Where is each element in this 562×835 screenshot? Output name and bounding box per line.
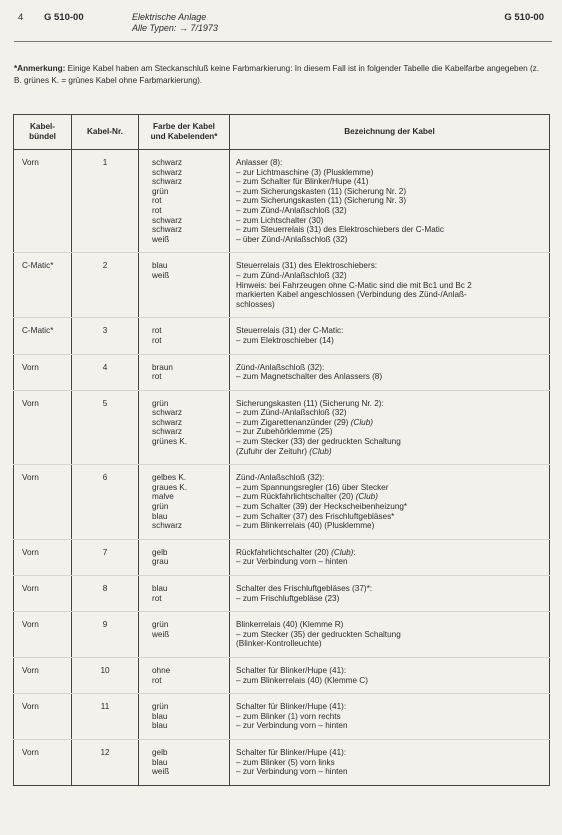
- color-line: grün: [152, 702, 169, 712]
- color-line: rot: [152, 593, 162, 603]
- club-marker: (Club): [309, 446, 332, 456]
- cell-description: [230, 576, 550, 612]
- cell-description: [230, 465, 550, 540]
- cell-colors: [139, 694, 230, 740]
- description-line: markierten Kabel angeschlossen (Verbindung des Zünd-/Anlaß-: [236, 290, 467, 300]
- cell-description: [230, 657, 550, 693]
- color-line: blau: [152, 511, 168, 521]
- color-line: weiß: [152, 234, 170, 244]
- table-row: [14, 150, 550, 253]
- table-row: [14, 657, 550, 693]
- description-line: Sicherungskasten (11) (Sicherung Nr. 2):: [236, 398, 384, 408]
- table-row: [14, 539, 550, 575]
- table-row: [14, 694, 550, 740]
- description-line: (Blinker-Kontrolleuchte): [236, 639, 322, 649]
- color-line: grün: [152, 398, 169, 408]
- description-line: – zum Blinker (1) vorn rechts: [236, 711, 341, 721]
- table-row: [14, 253, 550, 318]
- description-line: – zum Steuerrelais (31) des Elektroschiebers der C-Matic: [236, 225, 444, 235]
- header-colors: [139, 115, 230, 150]
- cell-colors: [139, 539, 230, 575]
- description-line: – zum Spannungsregler (16) über Stecker: [236, 482, 389, 492]
- color-line: gelbes K.: [152, 473, 187, 483]
- cell-number: 8: [72, 576, 139, 612]
- color-line: rot: [152, 196, 162, 206]
- cell-bundle: C-Matic*: [14, 253, 72, 318]
- cable-table: [13, 114, 550, 786]
- color-line: weiß: [152, 767, 170, 777]
- cell-description: [230, 150, 550, 253]
- color-line: gelb: [152, 547, 168, 557]
- cell-description: [230, 354, 550, 390]
- club-marker: (Club): [331, 547, 354, 557]
- color-line: grün: [152, 620, 169, 630]
- page-header: [0, 10, 562, 44]
- description-line: – zum Zünd-/Anlaßschloß (32): [236, 408, 347, 418]
- document-code-right: G 510-00: [504, 12, 544, 23]
- cell-colors: [139, 354, 230, 390]
- cell-colors: [139, 576, 230, 612]
- cell-number: 2: [72, 253, 139, 318]
- cell-number: 3: [72, 318, 139, 354]
- description-line: schlosses): [236, 299, 275, 309]
- description-line: – zum Schalter (39) der Heckscheibenheizung*: [236, 502, 408, 512]
- color-line: schwarz: [152, 225, 183, 235]
- description-line: Schalter für Blinker/Hupe (41):: [236, 702, 347, 712]
- description-line: – zum Zünd-/Anlaßschloß (32): [236, 205, 347, 215]
- cell-colors: [139, 657, 230, 693]
- color-line: grün: [152, 502, 169, 512]
- cell-description: [230, 253, 550, 318]
- cell-number: 10: [72, 657, 139, 693]
- color-line: grün: [152, 186, 169, 196]
- section-title-line: Elektrische Anlage: [132, 12, 207, 22]
- header-colors-line: Farbe der Kabel: [153, 122, 215, 131]
- description-line: – über Zünd-/Anlaßschloß (32): [236, 234, 348, 244]
- description-line: – zum Stecker (33) der gedruckten Schaltung: [236, 437, 401, 447]
- page-number: 4: [18, 12, 24, 23]
- color-line: blau: [152, 261, 168, 271]
- color-line: schwarz: [152, 158, 183, 167]
- color-line: rot: [152, 205, 162, 215]
- description-line: (Zufuhr der Zeituhr) (Club): [236, 446, 332, 456]
- cell-number: 9: [72, 612, 139, 658]
- header-bundle-line: bündel: [29, 132, 56, 141]
- description-line: – zum Zünd-/Anlaßschloß (32): [236, 270, 347, 280]
- cell-colors: [139, 390, 230, 465]
- description-line: Blinkerrelais (40) (Klemme R): [236, 620, 344, 630]
- cell-number: 12: [72, 739, 139, 785]
- cell-description: [230, 539, 550, 575]
- table-row: [14, 612, 550, 658]
- color-line: braun: [152, 362, 173, 372]
- description-line: – zum Magnetschalter des Anlassers (8): [236, 372, 383, 382]
- cell-colors: [139, 612, 230, 658]
- color-line: blau: [152, 721, 168, 731]
- description-line: – zur Verbindung vorn – hinten: [236, 721, 348, 731]
- header-bundle-line: Kabel-: [29, 122, 56, 131]
- cell-bundle: Vorn: [14, 150, 72, 253]
- cell-number: 7: [72, 539, 139, 575]
- description-line: – zum Sicherungskasten (11) (Sicherung Nr. 3): [236, 196, 407, 206]
- description-line: – zur Lichtmaschine (3) (Plusklemme): [236, 167, 374, 177]
- description-line: – zum Schalter für Blinker/Hupe (41): [236, 177, 369, 187]
- cell-colors: [139, 150, 230, 253]
- header-colors-line: und Kabelenden*: [150, 132, 218, 141]
- header-number: [72, 115, 139, 150]
- description-line: Steuerrelais (31) des Elektroschiebers:: [236, 261, 378, 271]
- color-line: rot: [152, 335, 162, 345]
- cell-bundle: Vorn: [14, 465, 72, 540]
- header-divider: [14, 41, 552, 42]
- table-row: [14, 390, 550, 465]
- description-line: – zum Sicherungskasten (11) (Sicherung Nr. 2): [236, 186, 407, 196]
- color-line: rot: [152, 675, 162, 685]
- description-line: Zünd-/Anlaßschloß (32):: [236, 362, 325, 372]
- cell-bundle: Vorn: [14, 390, 72, 465]
- club-marker: (Club): [350, 417, 373, 427]
- description-line: Hinweis: bei Fahrzeugen ohne C-Matic sind die mit Bc1 und Bc 2: [236, 280, 472, 290]
- table-header-row: [14, 115, 550, 150]
- header-bundle: [14, 115, 72, 150]
- color-line: schwarz: [152, 167, 183, 177]
- color-line: malve: [152, 492, 174, 502]
- cell-description: [230, 694, 550, 740]
- document-code-left: G 510-00: [44, 12, 84, 23]
- header-number-line: Kabel-Nr.: [87, 127, 123, 136]
- color-line: rot: [152, 372, 162, 382]
- cell-bundle: Vorn: [14, 612, 72, 658]
- cell-number: 6: [72, 465, 139, 540]
- color-line: ohne: [152, 665, 171, 675]
- description-line: – zum Stecker (35) der gedruckten Schaltung: [236, 629, 401, 639]
- section-subtitle-line: Alle Typen: → 7/1973: [132, 23, 218, 33]
- cell-bundle: Vorn: [14, 739, 72, 785]
- club-marker: (Club): [355, 492, 378, 502]
- cell-colors: [139, 253, 230, 318]
- description-line: – zum Blinkerrelais (40) (Klemme C): [236, 675, 368, 685]
- cell-description: [230, 612, 550, 658]
- cell-bundle: Vorn: [14, 694, 72, 740]
- color-line: schwarz: [152, 521, 183, 531]
- cell-bundle: C-Matic*: [14, 318, 72, 354]
- description-line: Rückfahrlichtschalter (20) (Club):: [236, 547, 356, 557]
- description-line: – zur Zubehörklemme (25): [236, 427, 333, 437]
- cell-colors: [139, 739, 230, 785]
- table-row: [14, 318, 550, 354]
- color-line: gelb: [152, 747, 168, 757]
- cell-description: [230, 318, 550, 354]
- cell-bundle: Vorn: [14, 576, 72, 612]
- color-line: blau: [152, 584, 168, 593]
- cell-number: 11: [72, 694, 139, 740]
- color-line: schwarz: [152, 427, 183, 437]
- cell-number: 4: [72, 354, 139, 390]
- cell-number: 1: [72, 150, 139, 253]
- description-line: – zum Schalter (37) des Frischluftgebläses*: [236, 511, 395, 521]
- cell-description: [230, 390, 550, 465]
- description-line: – zum Blinkerrelais (40) (Plusklemme): [236, 521, 375, 531]
- color-line: weiß: [152, 270, 170, 280]
- description-line: Zünd-/Anlaßschloß (32):: [236, 473, 325, 483]
- description-line: – zum Elektroschieber (14): [236, 335, 334, 345]
- description-line: Schalter für Blinker/Hupe (41):: [236, 747, 347, 757]
- color-line: grau: [152, 557, 169, 567]
- header-description: [230, 115, 550, 150]
- color-line: schwarz: [152, 408, 183, 418]
- note-text: Einige Kabel haben am Steckanschluß keine Farbmarkierung: In diesem Fall ist in folgender Tabelle die Kabelfarbe angegeben (z. B. grünes K. = grünes Kabel ohne Farbmarkierung).: [14, 64, 540, 85]
- color-line: blau: [152, 757, 168, 767]
- description-line: Anlasser (8):: [236, 158, 283, 167]
- cell-number: 5: [72, 390, 139, 465]
- table-row: [14, 739, 550, 785]
- color-line: blau: [152, 711, 168, 721]
- color-line: schwarz: [152, 215, 183, 225]
- description-line: – zur Verbindung vorn – hinten: [236, 767, 348, 777]
- cell-bundle: Vorn: [14, 354, 72, 390]
- description-line: – zum Blinker (5) vorn links: [236, 757, 335, 767]
- color-line: graues K.: [152, 482, 188, 492]
- table-row: [14, 576, 550, 612]
- description-line: – zum Zigarettenanzünder (29) (Club): [236, 417, 373, 427]
- color-line: grünes K.: [152, 437, 188, 447]
- description-line: Steuerrelais (31) der C-Matic:: [236, 326, 344, 336]
- note-label: *Anmerkung:: [14, 64, 66, 73]
- description-line: – zum Rückfahrlichtschalter (20) (Club): [236, 492, 378, 502]
- header-description-line: Bezeichnung der Kabel: [344, 127, 435, 136]
- table-row: [14, 465, 550, 540]
- cell-bundle: Vorn: [14, 657, 72, 693]
- cell-colors: [139, 318, 230, 354]
- table-row: [14, 354, 550, 390]
- description-line: – zum Lichtschalter (30): [236, 215, 324, 225]
- description-line: Schalter für Blinker/Hupe (41):: [236, 665, 347, 675]
- color-line: rot: [152, 326, 162, 336]
- description-line: – zur Verbindung vorn – hinten: [236, 557, 348, 567]
- color-line: schwarz: [152, 177, 183, 187]
- annotation-note: [14, 63, 548, 86]
- cell-colors: [139, 465, 230, 540]
- table-body: [14, 150, 550, 786]
- color-line: schwarz: [152, 417, 183, 427]
- cell-description: [230, 739, 550, 785]
- cell-bundle: Vorn: [14, 539, 72, 575]
- section-title: [132, 12, 218, 34]
- description-line: – zum Frischluftgebläse (23): [236, 593, 340, 603]
- description-line: Schalter des Frischluftgebläses (37)*:: [236, 584, 373, 593]
- color-line: weiß: [152, 629, 170, 639]
